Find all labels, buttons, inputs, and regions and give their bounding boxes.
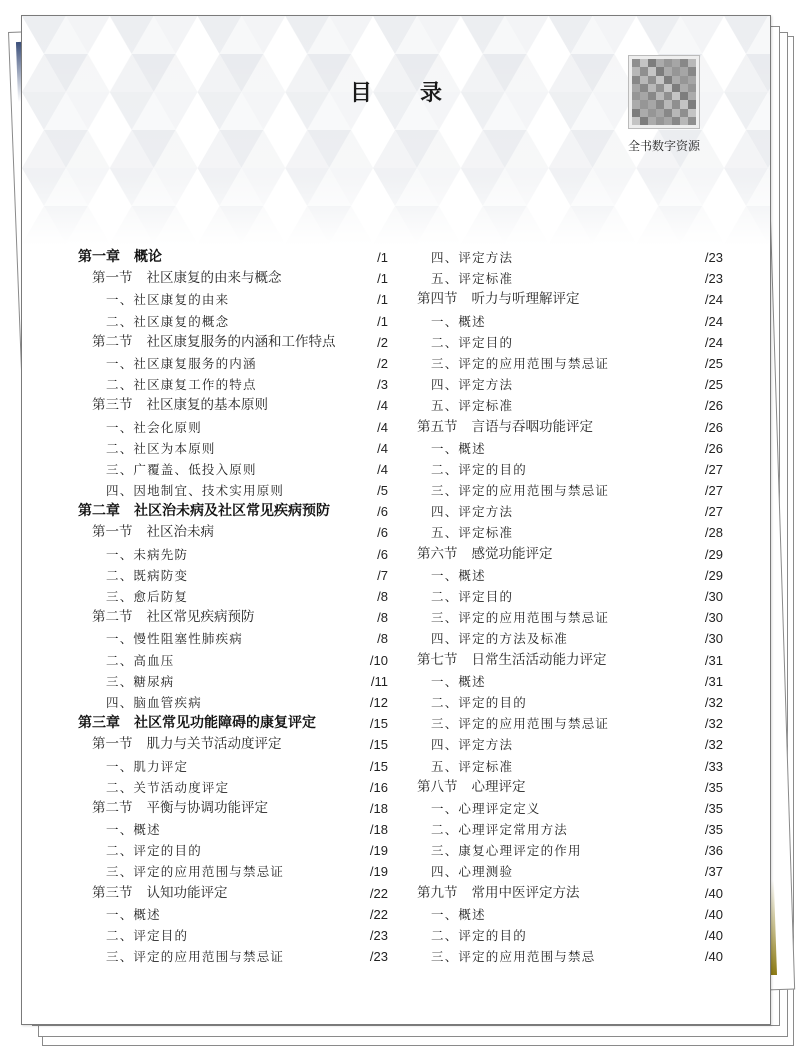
toc-entry-item[interactable] [417, 734, 723, 755]
toc-entry-page-number: /24 [704, 334, 723, 350]
toc-entry-title: 一、肌力评定 [106, 758, 189, 774]
toc-entry-title: 二、社区为本原则 [106, 440, 216, 456]
toc-entry-page-number: /37 [704, 864, 723, 880]
toc-entry-item[interactable] [78, 925, 388, 946]
toc-entry-title: 二、既病防变 [106, 567, 189, 583]
toc-entry-title: 三、评定的应用范围与禁忌证 [431, 716, 610, 732]
toc-entry-title: 概论 [134, 249, 162, 265]
toc-entry-label [106, 438, 216, 459]
qr-code-pattern [632, 59, 696, 125]
toc-entry-title: 四、评定方法 [431, 504, 514, 520]
toc-entry-title: 五、评定标准 [431, 525, 514, 541]
toc-entry-label [431, 395, 513, 416]
toc-entry-title: 社区常见疾病预防 [146, 609, 255, 626]
toc-entry-title: 言语与吞咽功能评定 [471, 418, 593, 435]
toc-entry-title: 三、康复心理评定的作用 [431, 843, 582, 859]
toc-entry-item[interactable] [78, 650, 388, 671]
toc-entry-item[interactable] [417, 840, 723, 861]
toc-entry-number: 第一节 [92, 736, 133, 753]
toc-entry-label [431, 628, 568, 649]
toc-entry-page-number: /3 [377, 377, 388, 393]
toc-entry-page-number: /23 [704, 271, 723, 287]
toc-entry-label [417, 777, 526, 798]
toc-entry-title: 社区治未病 [146, 524, 214, 541]
toc-entry-item[interactable] [78, 861, 388, 882]
toc-entry-item[interactable] [417, 671, 723, 692]
toc-entry-title: 二、评定的目的 [431, 928, 527, 943]
toc-entry-title: 社区康复服务的内涵和工作特点 [146, 333, 336, 350]
toc-entry-label [106, 480, 284, 501]
toc-entry-item[interactable] [417, 692, 723, 713]
toc-entry-label [431, 438, 486, 459]
toc-entry-title: 二、评定目的 [106, 928, 189, 943]
toc-entry-title: 平衡与协调功能评定 [146, 799, 268, 816]
toc-entry-item[interactable] [78, 628, 388, 649]
toc-entry-label [106, 946, 284, 967]
toc-entry-item[interactable] [78, 374, 388, 395]
toc-entry-page-number: /33 [704, 758, 723, 774]
toc-entry-title: 社区康复的基本原则 [146, 397, 268, 414]
toc-entry-title: 二、评定的目的 [431, 694, 527, 710]
toc-entry-page-number: /1 [377, 271, 388, 287]
toc-entry-label [431, 501, 513, 522]
toc-entry-page-number: /8 [377, 610, 388, 626]
toc-entry-item[interactable] [78, 438, 388, 459]
toc-entry-label [431, 459, 527, 480]
toc-entry-page-number: /16 [369, 779, 388, 795]
toc-entry-item[interactable] [78, 480, 388, 501]
toc-entry-title: 一、慢性阻塞性肺疾病 [106, 631, 244, 647]
toc-entry-page-number: /25 [704, 377, 723, 393]
toc-entry-title: 四、评定的方法及标准 [431, 631, 569, 647]
toc-entry-item[interactable] [78, 544, 388, 565]
toc-entry-page-number: /8 [377, 631, 388, 647]
toc-entry-item[interactable] [417, 713, 723, 734]
toc-entry-chapter[interactable] [78, 501, 388, 522]
toc-entry-item[interactable] [417, 332, 723, 353]
toc-entry-title: 二、心理评定常用方法 [431, 822, 569, 838]
toc-entry-label [106, 417, 202, 438]
toc-entry-section[interactable] [417, 544, 723, 565]
toc-entry-item[interactable] [78, 417, 388, 438]
toc-entry-item[interactable] [417, 374, 723, 395]
toc-entry-title: 一、概述 [106, 822, 161, 838]
toc-entry-item[interactable] [417, 480, 723, 501]
toc-entry-label [431, 756, 513, 777]
toc-entry-label [92, 395, 268, 416]
toc-entry-title: 三、评定的应用范围与禁忌 [431, 949, 596, 965]
toc-entry-page-number: /26 [704, 440, 723, 456]
toc-entry-title: 四、心理测验 [431, 864, 514, 880]
hexagon-pattern-background [22, 16, 770, 246]
qr-code[interactable] [628, 55, 700, 129]
toc-entry-label [431, 925, 527, 946]
toc-entry-title: 一、社区康复服务的内涵 [106, 355, 257, 371]
toc-entry-page-number: /40 [704, 928, 723, 943]
toc-entry-section[interactable] [417, 777, 723, 798]
toc-entry-label [106, 544, 188, 565]
toc-entry-number: 第三节 [92, 397, 133, 414]
toc-entry-label [431, 798, 541, 819]
toc-entry-page-number: /6 [377, 546, 388, 562]
toc-entry-page-number: /18 [369, 800, 388, 816]
toc-entry-page-number: /31 [704, 673, 723, 689]
toc-entry-title: 一、社区康复的由来 [106, 292, 230, 308]
toc-entry-label [106, 904, 161, 925]
toc-entry-label [431, 353, 609, 374]
toc-entry-title: 一、概述 [431, 440, 486, 456]
toc-entry-label [431, 565, 486, 586]
toc-entry-title: 一、概述 [431, 313, 486, 329]
toc-entry-label [431, 692, 527, 713]
qr-code-label: 全书数字资源 [627, 139, 700, 153]
toc-entry-item[interactable] [78, 353, 388, 374]
toc-entry-item[interactable] [417, 438, 723, 459]
toc-entry-title: 肌力与关节活动度评定 [146, 736, 282, 753]
toc-entry-page-number: /6 [377, 525, 388, 541]
toc-entry-page-number: /26 [704, 398, 723, 414]
toc-entry-title: 二、评定目的 [431, 589, 514, 604]
toc-entry-title: 社区治未病及社区常见疾病预防 [134, 503, 330, 520]
toc-entry-page-number: /2 [377, 334, 388, 350]
toc-entry-page-number: /6 [377, 504, 388, 520]
toc-entry-title: 三、广覆盖、低投入原则 [106, 461, 257, 477]
toc-entry-section[interactable] [417, 289, 723, 310]
toc-entry-label [431, 946, 595, 967]
toc-entry-page-number: /28 [704, 525, 723, 541]
toc-entry-item[interactable] [417, 501, 723, 522]
toc-entry-item[interactable] [417, 628, 723, 649]
toc-entry-page-number: /4 [377, 461, 388, 477]
toc-entry-item[interactable] [417, 268, 723, 289]
toc-entry-page-number: /40 [704, 885, 723, 901]
toc-entry-number: 第三节 [92, 884, 133, 901]
toc-entry-section[interactable] [78, 332, 388, 353]
toc-entry-label [431, 247, 513, 268]
toc-entry-page-number: /31 [704, 652, 723, 668]
toc-entry-page-number: /19 [369, 864, 388, 880]
toc-entry-page-number: /4 [377, 440, 388, 456]
toc-entry-page-number: /27 [704, 483, 723, 499]
toc-entry-title: 一、社会化原则 [106, 419, 202, 435]
toc-entry-item[interactable] [417, 946, 723, 967]
toc-entry-label [92, 522, 214, 543]
toc-entry-page-number: /22 [369, 885, 388, 901]
toc-entry-page-number: /29 [704, 567, 723, 583]
toc-entry-item[interactable] [78, 840, 388, 861]
toc-entry-item[interactable] [78, 819, 388, 840]
toc-entry-label [431, 713, 609, 734]
toc-entry-page-number: /22 [369, 906, 388, 922]
toc-entry-title: 三、评定的应用范围与禁忌证 [431, 483, 610, 499]
toc-entry-label [78, 247, 162, 268]
toc-entry-label [431, 374, 513, 395]
toc-entry-page-number: /40 [704, 906, 723, 922]
toc-entry-page-number: /7 [377, 567, 388, 583]
toc-entry-title: 听力与听理解评定 [471, 291, 580, 308]
toc-entry-page-number: /8 [377, 589, 388, 604]
toc-entry-page-number: /23 [369, 928, 388, 943]
toc-entry-label [417, 544, 553, 565]
toc-entry-page-number: /30 [704, 589, 723, 604]
toc-entry-label [106, 353, 257, 374]
toc-entry-label [92, 734, 282, 755]
toc-entry-label [417, 883, 580, 904]
toc-entry-number: 第九节 [417, 884, 458, 901]
toc-entry-number: 第七节 [417, 651, 458, 668]
toc-entry-page-number: /35 [704, 822, 723, 838]
toc-entry-section[interactable] [78, 734, 388, 755]
toc-entry-page-number: /32 [704, 694, 723, 710]
toc-entry-label [431, 586, 513, 607]
toc-entry-number: 第一节 [92, 524, 133, 541]
toc-entry-page-number: /32 [704, 737, 723, 753]
toc-entry-label [106, 650, 175, 671]
toc-entry-label [78, 501, 330, 522]
toc-entry-title: 一、未病先防 [106, 546, 189, 562]
toc-entry-item[interactable] [78, 459, 388, 480]
toc-entry-title: 心理评定 [471, 778, 526, 795]
toc-entry-page-number: /35 [704, 779, 723, 795]
toc-entry-title: 五、评定标准 [431, 398, 514, 414]
toc-entry-title: 四、评定方法 [431, 250, 514, 265]
toc-entry-section[interactable] [78, 268, 388, 289]
toc-entry-title: 五、评定标准 [431, 758, 514, 774]
toc-column-left [78, 247, 388, 967]
toc-entry-item[interactable] [417, 756, 723, 777]
toc-entry-item[interactable] [417, 607, 723, 628]
toc-entry-label [431, 522, 513, 543]
toc-entry-label [106, 311, 229, 332]
toc-entry-title: 四、脑血管疾病 [106, 694, 202, 710]
toc-entry-page-number: /12 [369, 694, 388, 710]
toc-column-right [417, 247, 723, 967]
toc-entry-page-number: /35 [704, 800, 723, 816]
toc-entry-page-number: /2 [377, 355, 388, 371]
toc-entry-title: 二、高血压 [106, 652, 175, 668]
toc-entry-page-number: /1 [377, 250, 388, 265]
toc-entry-label [106, 374, 257, 395]
toc-entry-number: 第一节 [92, 270, 133, 287]
toc-entry-number: 第四节 [417, 291, 458, 308]
toc-entry-title: 常用中医评定方法 [471, 884, 580, 901]
toc-entry-title: 一、概述 [431, 567, 486, 583]
toc-entry-page-number: /36 [704, 843, 723, 859]
toc-entry-item[interactable] [417, 586, 723, 607]
toc-entry-label [106, 861, 284, 882]
toc-entry-title: 一、概述 [106, 906, 161, 922]
toc-entry-title: 三、评定的应用范围与禁忌证 [106, 949, 285, 965]
toc-entry-item[interactable] [78, 777, 388, 798]
toc-entry-title: 社区康复的由来与概念 [146, 270, 282, 287]
toc-entry-page-number: /18 [369, 822, 388, 838]
toc-entry-item[interactable] [417, 798, 723, 819]
toc-entry-label [417, 650, 607, 671]
toc-entry-label [431, 332, 513, 353]
toc-entry-page-number: /4 [377, 419, 388, 435]
toc-entry-section[interactable] [78, 607, 388, 628]
toc-entry-page-number: /10 [369, 652, 388, 668]
toc-entry-number: 第一章 [78, 249, 120, 265]
toc-entry-page-number: /5 [377, 483, 388, 499]
toc-entry-label [106, 671, 175, 692]
toc-entry-page-number: /25 [704, 355, 723, 371]
toc-entry-title: 二、关节活动度评定 [106, 779, 230, 795]
toc-entry-chapter[interactable] [78, 713, 388, 734]
toc-entry-label [78, 713, 316, 734]
toc-entry-page-number: /26 [704, 419, 723, 435]
toc-entry-item[interactable] [78, 904, 388, 925]
toc-entry-title: 二、评定的目的 [431, 461, 527, 477]
title-char: 目 [349, 81, 372, 106]
toc-entry-label [431, 904, 486, 925]
toc-entry-page-number: /24 [704, 313, 723, 329]
toc-entry-item[interactable] [417, 459, 723, 480]
toc-entry-title: 三、评定的应用范围与禁忌证 [106, 864, 285, 880]
toc-entry-title: 一、概述 [431, 673, 486, 689]
toc-entry-title: 二、社区康复的概念 [106, 313, 230, 329]
toc-entry-label [106, 692, 202, 713]
toc-entry-title: 二、评定的目的 [106, 843, 202, 859]
toc-entry-number: 第二节 [92, 799, 133, 816]
toc-entry-title: 三、评定的应用范围与禁忌证 [431, 610, 610, 626]
toc-entry-label [106, 840, 202, 861]
toc-entry-item[interactable] [78, 756, 388, 777]
toc-entry-item[interactable] [417, 311, 723, 332]
toc-entry-label [431, 311, 486, 332]
toc-entry-title: 四、因地制宜、技术实用原则 [106, 483, 285, 499]
toc-entry-number: 第二章 [78, 503, 120, 520]
toc-entry-page-number: /27 [704, 504, 723, 520]
toc-entry-number: 第二节 [92, 609, 133, 626]
toc-entry-page-number: /1 [377, 292, 388, 308]
toc-entry-label [431, 734, 513, 755]
toc-entry-label [92, 332, 336, 353]
toc-entry-page-number: /27 [704, 461, 723, 477]
toc-entry-number: 第三章 [78, 715, 120, 732]
toc-entry-page-number: /23 [704, 250, 723, 265]
toc-entry-item[interactable] [78, 671, 388, 692]
toc-entry-page-number: /29 [704, 546, 723, 562]
toc-entry-label [431, 607, 609, 628]
toc-entry-item[interactable] [417, 353, 723, 374]
toc-entry-title: 三、糖尿病 [106, 673, 175, 689]
toc-entry-item[interactable] [417, 861, 723, 882]
toc-entry-label [106, 586, 188, 607]
toc-entry-label [92, 268, 282, 289]
toc-entry-item[interactable] [417, 904, 723, 925]
toc-entry-item[interactable] [78, 311, 388, 332]
toc-entry-item[interactable] [417, 925, 723, 946]
toc-entry-chapter[interactable] [78, 247, 388, 268]
toc-entry-page-number: /1 [377, 313, 388, 329]
toc-entry-number: 第二节 [92, 333, 133, 350]
toc-entry-label [106, 777, 229, 798]
toc-entry-title: 三、评定的应用范围与禁忌证 [431, 355, 610, 371]
toc-entry-number: 第六节 [417, 545, 458, 562]
toc-entry-title: 五、评定标准 [431, 271, 514, 287]
title-char: 录 [420, 81, 443, 106]
toc-entry-label [106, 925, 188, 946]
toc-entry-label [431, 861, 513, 882]
toc-entry-label [106, 289, 229, 310]
toc-entry-section[interactable] [417, 650, 723, 671]
toc-entry-section[interactable] [78, 798, 388, 819]
toc-entry-title: 二、评定目的 [431, 334, 514, 350]
toc-entry-item[interactable] [78, 692, 388, 713]
toc-entry-title: 一、心理评定定义 [431, 800, 541, 816]
toc-entry-number: 第五节 [417, 418, 458, 435]
toc-entry-label [106, 756, 188, 777]
toc-entry-item[interactable] [78, 586, 388, 607]
toc-entry-label [92, 607, 255, 628]
toc-entry-item[interactable] [417, 395, 723, 416]
toc-entry-title: 三、愈后防复 [106, 589, 189, 604]
toc-entry-page-number: /19 [369, 843, 388, 859]
toc-entry-page-number: /40 [704, 949, 723, 965]
toc-entry-item[interactable] [417, 819, 723, 840]
toc-entry-page-number: /11 [370, 673, 388, 689]
toc-entry-title: 二、社区康复工作的特点 [106, 377, 257, 393]
toc-page [21, 15, 771, 1025]
toc-entry-section[interactable] [78, 522, 388, 543]
toc-entry-page-number: /15 [369, 716, 388, 732]
toc-entry-label [92, 883, 228, 904]
toc-entry-item[interactable] [417, 565, 723, 586]
toc-entry-label [106, 565, 188, 586]
toc-entry-title: 社区常见功能障碍的康复评定 [134, 715, 316, 732]
toc-entry-label [431, 480, 609, 501]
toc-entry-page-number: /32 [704, 716, 723, 732]
toc-entry-page-number: /15 [369, 737, 388, 753]
toc-entry-label [431, 840, 582, 861]
toc-entry-title: 四、评定方法 [431, 737, 514, 753]
toc-entry-section[interactable] [417, 883, 723, 904]
toc-entry-title: 一、概述 [431, 906, 486, 922]
toc-entry-page-number: /15 [369, 758, 388, 774]
toc-entry-title: 认知功能评定 [146, 884, 228, 901]
toc-entry-title: 感觉功能评定 [471, 545, 553, 562]
toc-entry-title: 日常生活活动能力评定 [471, 651, 607, 668]
toc-entry-label [106, 819, 161, 840]
toc-entry-label [106, 459, 257, 480]
toc-entry-item[interactable] [417, 522, 723, 543]
toc-entry-label [431, 268, 513, 289]
toc-entry-label [92, 798, 268, 819]
toc-entry-section[interactable] [78, 883, 388, 904]
toc-entry-item[interactable] [78, 289, 388, 310]
toc-entry-page-number: /30 [704, 610, 723, 626]
toc-entry-item[interactable] [417, 247, 723, 268]
toc-entry-page-number: /4 [377, 398, 388, 414]
toc-entry-label [431, 671, 486, 692]
toc-entry-section[interactable] [78, 395, 388, 416]
toc-entry-item[interactable] [78, 946, 388, 967]
toc-entry-item[interactable] [78, 565, 388, 586]
toc-entry-label [431, 819, 568, 840]
toc-entry-page-number: /23 [369, 949, 388, 965]
toc-entry-title: 四、评定方法 [431, 377, 514, 393]
toc-entry-label [417, 289, 580, 310]
toc-entry-page-number: /24 [704, 292, 723, 308]
toc-entry-label [417, 417, 593, 438]
toc-entry-page-number: /30 [704, 631, 723, 647]
toc-entry-label [106, 628, 243, 649]
toc-entry-number: 第八节 [417, 778, 458, 795]
toc-entry-section[interactable] [417, 417, 723, 438]
